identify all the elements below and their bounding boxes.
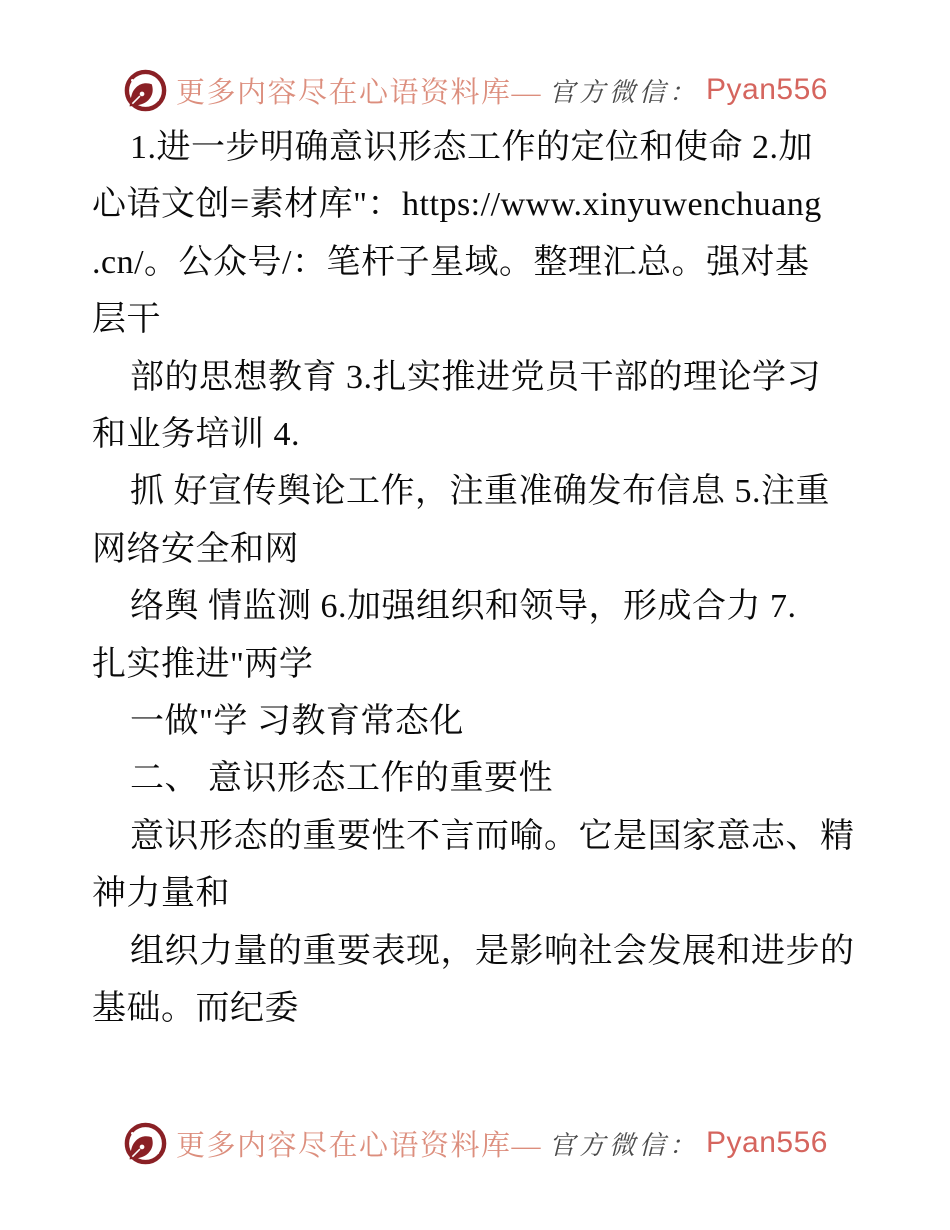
text-line: 基础。而纪委 <box>92 990 299 1028</box>
text-line: 层干 <box>92 301 161 339</box>
text-line: 络舆 情监测 6.加强组织和领导，形成合力 7. <box>130 588 797 626</box>
watermark-main-text: 更多内容尽在心语资料库— <box>176 76 543 109</box>
text-line: 网络安全和网 <box>92 530 299 568</box>
text-line: 扎实推进"两学 <box>92 645 314 683</box>
text-line: 二、 意识形态工作的重要性 <box>130 760 553 798</box>
text-line: 部的思想教育 3.扎实推进党员干部的理论学习 <box>130 358 821 396</box>
text-line: 和业务培训 4. <box>92 416 300 454</box>
watermark-wechat-id: Pyan556 <box>706 1126 828 1159</box>
watermark-wechat-label: 官方微信： <box>549 1130 700 1160</box>
text-line: 1.进一步明确意识形态工作的定位和使命 2.加 <box>130 129 813 166</box>
watermark-wechat-label: 官方微信： <box>549 77 700 107</box>
pen-nib-circle-icon <box>122 1118 169 1169</box>
text-line: 一做"学 习教育常态化 <box>130 703 464 741</box>
watermark-wechat-id: Pyan556 <box>706 73 828 106</box>
text-line: 组织力量的重要表现，是影响社会发展和进步的 <box>130 932 855 970</box>
text-line: 神力量和 <box>92 875 230 913</box>
text-line: 抓 好宣传舆论工作，注重准确发布信息 5.注重 <box>130 473 830 511</box>
text-line: .cn/。公众号/：笔杆子星域。整理汇总。强对基 <box>92 243 810 281</box>
text-line: 意识形态的重要性不言而喻。它是国家意志、精 <box>130 817 855 855</box>
pen-nib-circle-icon <box>122 65 169 116</box>
header-watermark <box>0 63 950 117</box>
text-line: 心语文创=素材库"：https://www.xinyuwenchuang <box>92 186 822 224</box>
watermark-main-text: 更多内容尽在心语资料库— <box>176 1129 543 1162</box>
footer-watermark <box>0 1116 950 1170</box>
document-body <box>92 119 858 1038</box>
